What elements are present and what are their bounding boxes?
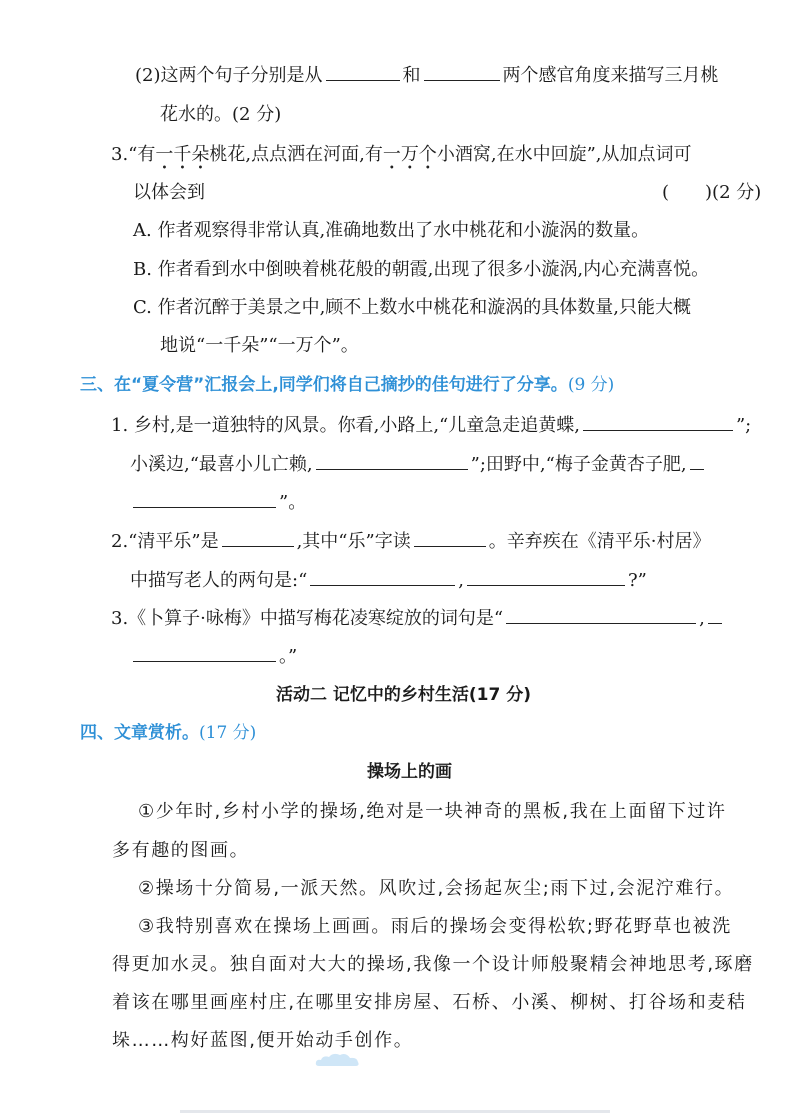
s3-q1-text-b: ”; — [735, 415, 752, 436]
q2-part2-line1 — [135, 67, 719, 85]
s3-q1-text-e: ”。 — [279, 492, 307, 513]
answer-paren-close: )(2 分) — [705, 182, 762, 203]
section4-heading-text: 四、文章赏析。 — [80, 723, 199, 743]
dotted-char: 个 — [418, 144, 437, 165]
article-p3-line3: 着该在哪里画座村庄,在哪里安排房屋、石桥、小溪、柳树、打谷场和麦秸 — [112, 992, 747, 1013]
q3-text-c: 小酒窝,在水中回旋”,从加点词可 — [436, 144, 692, 165]
answer-blank[interactable] — [467, 584, 625, 586]
s3-q2-text-e: , — [458, 570, 465, 591]
q2-part2-text-b: 和 — [402, 65, 421, 86]
q3-line2: 以体会到 — [133, 182, 205, 203]
activity2-title: 活动二 记忆中的乡村生活(17 分) — [276, 685, 532, 705]
s3-q3-line1 — [111, 610, 725, 628]
section3-score: (9 分) — [567, 375, 615, 395]
s3-q3-text-b: , — [699, 608, 705, 629]
q3-option-b[interactable]: B. 作者看到水中倒映着桃花般的朝霞,出现了很多小漩涡,内心充满喜悦。 — [133, 259, 710, 280]
article-p1-line2: 多有趣的图画。 — [112, 840, 250, 861]
s3-q2-text-c: 。辛弃疾在《清平乐·村居》 — [488, 531, 711, 552]
q3-line1 — [111, 146, 692, 164]
q3-option-a[interactable]: A. 作者观察得非常认真,准确地数出了水中桃花和小漩涡的数量。 — [133, 220, 650, 241]
q3-text-b: 桃花,点点洒在河面,有 — [209, 144, 383, 165]
answer-blank[interactable] — [708, 622, 722, 624]
s3-q2-text-b: ,其中“乐”字读 — [296, 531, 411, 552]
q3-option-c-line1[interactable]: C. 作者沉醉于美景之中,顾不上数水中桃花和漩涡的具体数量,只能大概 — [133, 297, 692, 318]
dotted-char: 千 — [173, 144, 192, 165]
section3-heading — [80, 377, 614, 394]
answer-blank[interactable] — [583, 429, 733, 431]
s3-q1-line1 — [111, 417, 751, 435]
s3-q1-text-a: 1. 乡村,是一道独特的风景。你看,小路上,“儿童急走追黄蝶, — [111, 415, 580, 436]
s3-q3-text-a: 3.《卜算子·咏梅》中描写梅花凌寒绽放的词句是“ — [111, 608, 504, 629]
s3-q1-line3 — [130, 494, 306, 512]
q3-text-a: 3.“有 — [111, 144, 156, 165]
q2-part2-text-c: 两个感官角度来描写三月桃 — [502, 65, 719, 86]
answer-blank[interactable] — [316, 468, 468, 470]
dotted-char: 万 — [400, 144, 419, 165]
s3-q2-text-f: ?” — [628, 570, 647, 591]
s3-q2-line1 — [111, 533, 710, 551]
answer-blank[interactable] — [133, 660, 276, 662]
q2-part2-text-a: (2)这两个句子分别是从 — [135, 65, 323, 86]
article-p1-line1: ①少年时,乡村小学的操场,绝对是一块神奇的黑板,我在上面留下过许 — [138, 801, 727, 822]
q2-part2-line2: 花水的。(2 分) — [160, 104, 282, 125]
answer-blank[interactable] — [414, 545, 486, 547]
dotted-char: 一 — [155, 144, 174, 165]
s3-q2-text-a: 2.“清平乐”是 — [111, 531, 219, 552]
section4-heading — [80, 725, 256, 742]
q3-option-c-line2[interactable]: 地说“一千朵”“一万个”。 — [160, 335, 359, 356]
answer-blank[interactable] — [424, 79, 500, 81]
answer-paren-open: ( — [662, 182, 670, 203]
dotted-char: 朵 — [191, 144, 210, 165]
article-p3-line4: 垛……构好蓝图,便开始动手创作。 — [112, 1030, 414, 1051]
answer-blank[interactable] — [310, 584, 455, 586]
article-p2-line1: ②操场十分简易,一派天然。风吹过,会扬起灰尘;雨下过,会泥泞难行。 — [138, 878, 735, 899]
page-bottom-rule — [180, 1110, 610, 1113]
q3-answer-paren[interactable] — [662, 184, 761, 202]
s3-q3-line2 — [130, 648, 297, 666]
s3-q3-text-c: 。” — [279, 646, 298, 667]
s3-q1-text-d: ”;田野中,“梅子金黄杏子肥, — [470, 454, 687, 475]
s3-q2-text-d: 中描写老人的两句是:“ — [130, 570, 308, 591]
s3-q1-line2 — [130, 456, 707, 474]
answer-blank[interactable] — [690, 468, 704, 470]
section3-heading-text: 三、在“夏令营”汇报会上,同学们将自己摘抄的佳句进行了分享。 — [80, 375, 568, 395]
article-p3-line2: 得更加水灵。独自面对大大的操场,我像一个设计师般聚精会神地思考,琢磨 — [112, 954, 754, 975]
dotted-char: 一 — [382, 144, 401, 165]
section4-score: (17 分) — [199, 723, 257, 743]
answer-blank[interactable] — [222, 545, 294, 547]
article-p3-line1: ③我特别喜欢在操场上画画。雨后的操场会变得松软;野花野草也被洗 — [138, 916, 732, 937]
s3-q1-text-c: 小溪边,“最喜小儿亡赖, — [130, 454, 313, 475]
cloud-decoration-icon — [313, 1050, 363, 1068]
answer-blank[interactable] — [133, 506, 276, 508]
answer-blank[interactable] — [326, 79, 400, 81]
s3-q2-line2 — [130, 572, 647, 590]
article-title: 操场上的画 — [367, 762, 452, 782]
answer-blank[interactable] — [506, 622, 696, 624]
